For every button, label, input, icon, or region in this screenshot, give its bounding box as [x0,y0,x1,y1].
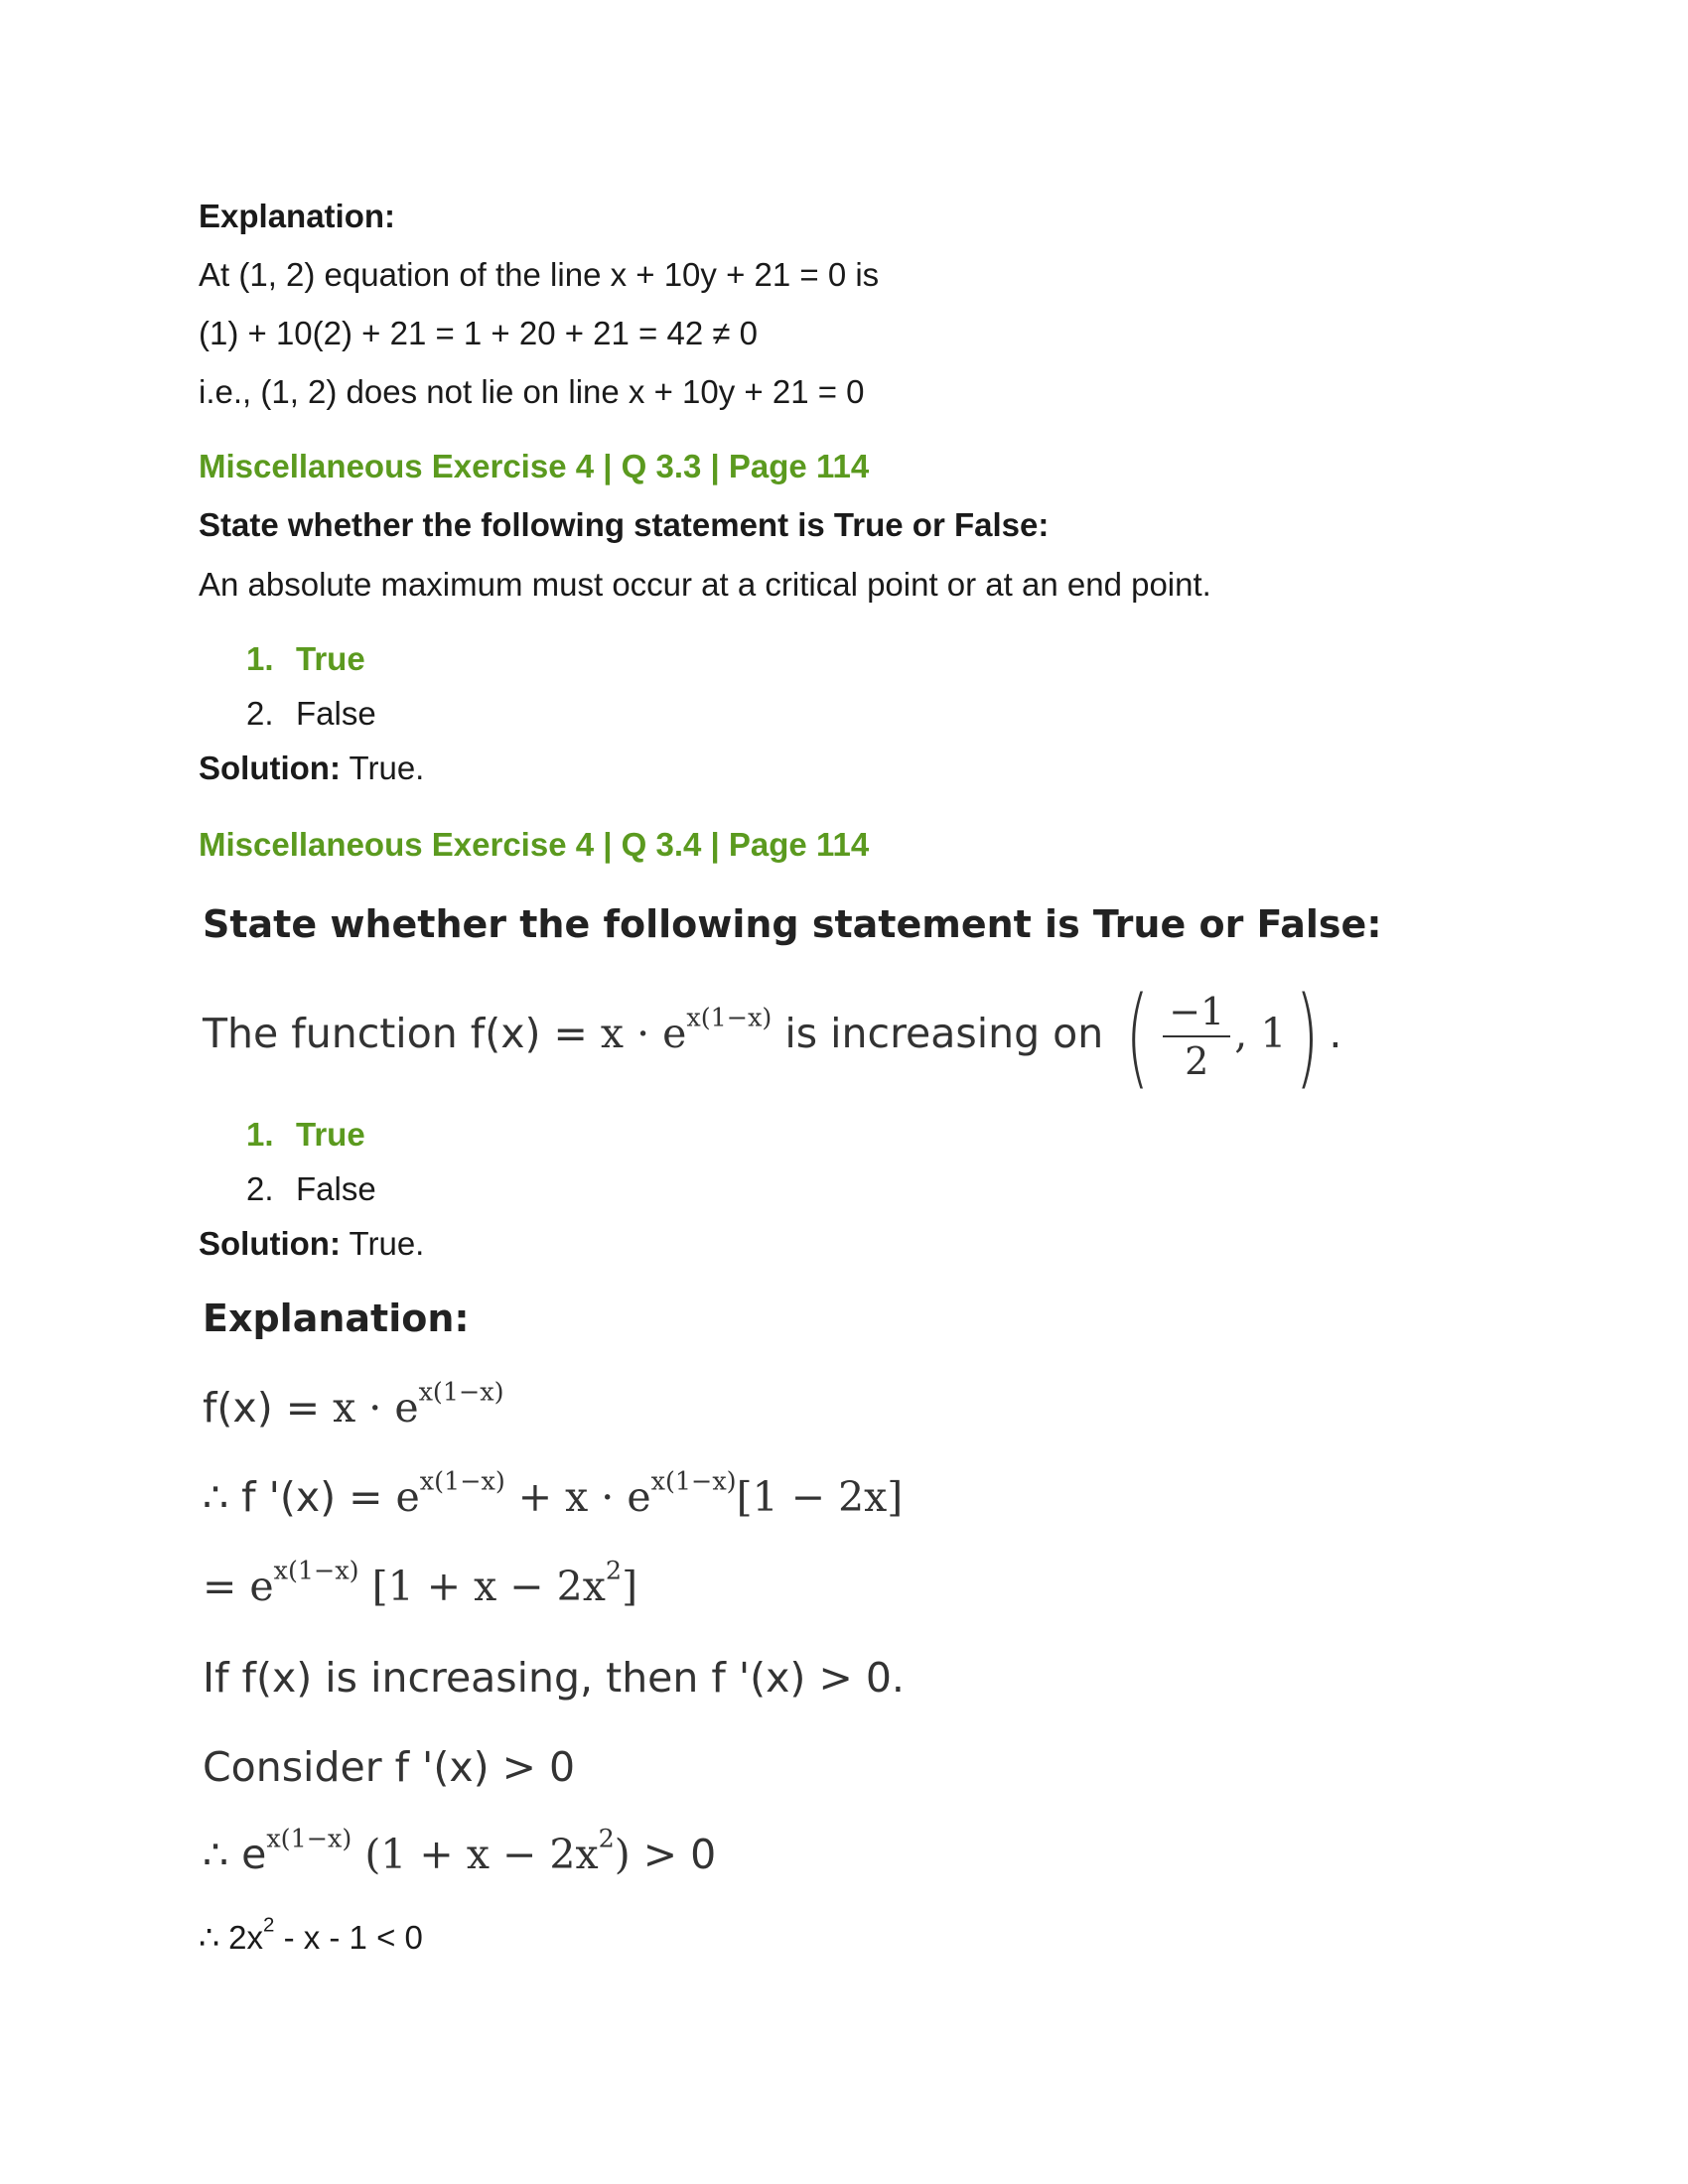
step-exponent: x(1−x) [650,1465,737,1496]
fraction-numerator: −1 [1163,988,1230,1037]
math-step [203,1378,504,1437]
step-text: e [395,1473,420,1521]
step-text: [1 − 2x] [736,1473,904,1521]
step-text: + x · e [504,1473,651,1521]
step-text: ) [614,1831,631,1878]
explanation-line: i.e., (1, 2) does not lie on line x + 10y + 21 = 0 [199,373,865,410]
solution-line [199,1224,424,1264]
option-item-true [246,1115,365,1155]
explanation-heading: Explanation: [203,1297,470,1340]
step-exponent: 2 [605,1555,623,1585]
step-exponent: x(1−x) [419,1465,505,1496]
step-exponent: 2 [598,1823,615,1853]
step-text: ∴ e [203,1831,267,1878]
solution-label: Solution: [199,750,341,786]
statement-prefix: The function f(x) = [203,1010,601,1057]
question-prompt: State whether the following statement is True or False: [203,902,1382,946]
step-text: f(x) = [203,1384,334,1432]
step-exponent: x(1−x) [266,1823,352,1853]
solution-line [199,749,424,788]
step-text: x · e [333,1384,419,1432]
step-text: [1 + x − 2x [358,1563,606,1610]
math-step [203,1557,637,1616]
step-text: = e [203,1563,274,1610]
statement-function: x · e [600,1010,687,1057]
question-statement-math: The function $f(x) = x \cdot e^{x(1-x)}$ is increasing on ( $\frac{-1}{2}$ , 1) . [203,973,1342,1100]
math-step: Consider f '(x) > 0 [203,1743,576,1791]
step-exponent: x(1−x) [273,1555,359,1585]
solution-value: True. [349,1225,425,1262]
step-text: ] [622,1563,638,1610]
interval-fraction [1163,988,1230,1085]
option-item-false [246,1169,376,1209]
left-paren-icon: ( [1125,973,1150,1100]
step-text: > 0 [630,1831,717,1878]
question-reference-link[interactable]: Miscellaneous Exercise 4 | Q 3.3 | Page 114 [199,448,870,484]
math-step [203,1467,903,1527]
option-number: 1. [246,640,274,677]
step-exponent: 2 [263,1913,275,1937]
option-item-true [246,639,365,679]
statement-mid: is increasing on [772,1010,1117,1057]
explanation-line: At (1, 2) equation of the line x + 10y + 21 = 0 is [199,256,880,293]
option-label: False [296,695,376,732]
step-text: - x - 1 < 0 [274,1919,423,1956]
option-number: 2. [246,1170,274,1207]
option-label: False [296,1170,376,1207]
option-item-false [246,694,376,734]
math-step: If f(x) is increasing, then f '(x) > 0. [203,1654,905,1702]
right-paren-icon: ) [1296,973,1320,1100]
option-label: True [296,1116,365,1153]
step-text: ∴ f '(x) = [203,1473,396,1521]
solution-label: Solution: [199,1225,341,1262]
fraction-denominator: 2 [1185,1039,1209,1083]
option-number: 2. [246,695,274,732]
statement-exponent: x(1−x) [686,1002,773,1032]
step-text: ∴ 2x [199,1919,264,1956]
question-reference-link[interactable]: Miscellaneous Exercise 4 | Q 3.4 | Page 114 [199,826,870,863]
math-step [203,1825,716,1884]
interval-end: , 1 [1234,1010,1287,1057]
option-label: True [296,640,365,677]
question-prompt: State whether the following statement is True or False: [199,506,1050,543]
step-text: (1 + x − 2x [352,1831,599,1878]
question-statement: An absolute maximum must occur at a critical point or at an end point. [199,566,1211,603]
explanation-heading: Explanation: [199,198,396,234]
explanation-line: (1) + 10(2) + 21 = 1 + 20 + 21 = 42 ≠ 0 [199,315,758,351]
option-number: 1. [246,1116,274,1153]
solution-value: True. [349,750,425,786]
step-exponent: x(1−x) [418,1376,504,1407]
math-step [199,1913,423,1958]
